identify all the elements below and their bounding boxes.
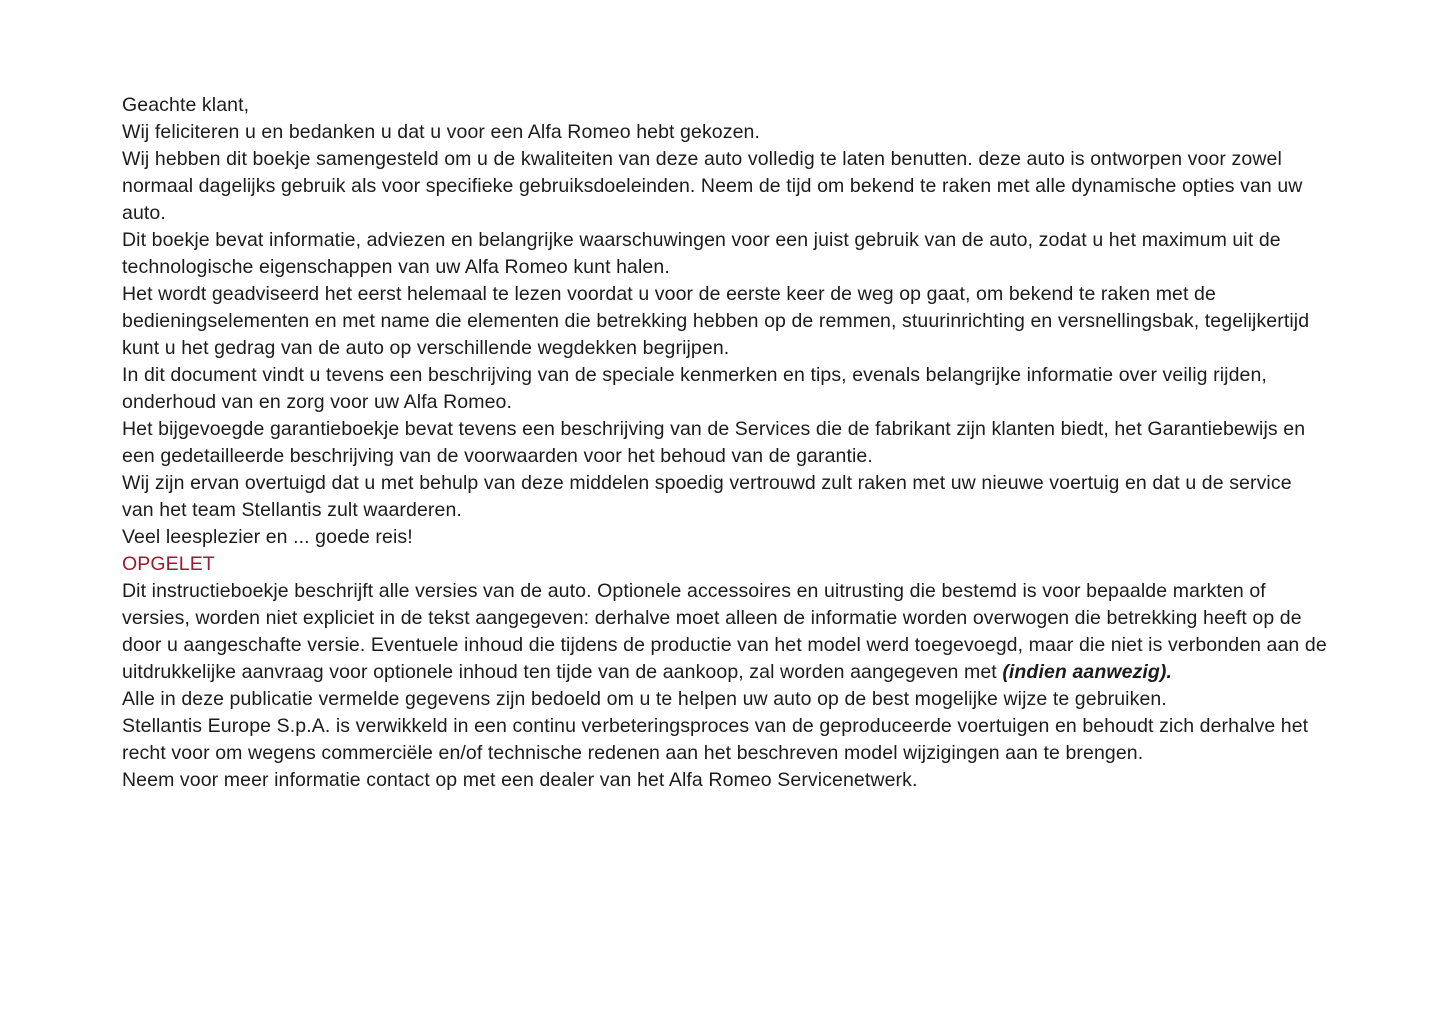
intro-paragraph-2: Wij hebben dit boekje samengesteld om u de kwaliteiten van deze auto volledig te laten benutten. deze auto is ontworpen voor zowel normaal dagelijks gebruik als voor specifieke gebruiksdoeleinden. Neem de tijd om bekend te raken met alle dynamische opties van uw auto. bbox=[122, 148, 1303, 224]
intro-paragraph-1: Wij feliciteren u en bedanken u dat u voor een Alfa Romeo hebt gekozen. bbox=[122, 121, 761, 143]
salutation-heading: Geachte klant, bbox=[122, 94, 250, 116]
warning-paragraph-stellantis: Stellantis Europe S.p.A. is verwikkeld in een continu verbeteringsproces van de geproduceerde voertuigen en behoudt zich derhalve het recht voor om wegens commerciële en/of technische redenen aan het beschreven model wijzigingen aan te brengen. bbox=[122, 715, 1309, 764]
warning-paragraph-versions-main: Dit instructieboekje beschrijft alle versies van de auto. Optionele accessoires en uitrusting die bestemd is voor bepaalde markten of versies, worden niet expliciet in de tekst aangegeven: derhalve moet alleen de informatie worden overwogen die betrekking heeft op de door u aangeschafte versie. Eventuele inhoud die tijdens de productie van het model werd toegevoegd, maar die niet is verbonden aan de uitdrukkelijke aanvraag voor optionele inhoud ten tijde van de aankoop, zal worden aangegeven met bbox=[122, 580, 1327, 683]
warning-paragraph-versions bbox=[122, 578, 1327, 686]
intro-paragraph-8: Veel leesplezier en ... goede reis! bbox=[122, 526, 413, 548]
warning-paragraph-dealer-contact: Neem voor meer informatie contact op met een dealer van het Alfa Romeo Servicenetwerk. bbox=[122, 769, 918, 791]
page-content bbox=[122, 92, 1327, 794]
warning-paragraph-data-usage: Alle in deze publicatie vermelde gegevens zijn bedoeld om u te helpen uw auto op de best mogelijke wijze te gebruiken. bbox=[122, 688, 1167, 710]
intro-paragraph-4: Het wordt geadviseerd het eerst helemaal te lezen voordat u voor de eerste keer de weg op gaat, om bekend te raken met de bedieningselementen en met name die elementen die betrekking hebben op de remmen, stuurinrichting en versnellingsbak, tegelijkertijd kunt u het gedrag van de auto op verschillende wegdekken begrijpen. bbox=[122, 283, 1310, 359]
warning-paragraph-versions-italic: (indien aanwezig). bbox=[1002, 661, 1173, 683]
warning-heading: OPGELET bbox=[122, 553, 215, 575]
intro-paragraph-5: In dit document vindt u tevens een beschrijving van de speciale kenmerken en tips, evenals belangrijke informatie over veilig rijden, onderhoud van en zorg voor uw Alfa Romeo. bbox=[122, 364, 1267, 413]
intro-paragraph-7: Wij zijn ervan overtuigd dat u met behulp van deze middelen spoedig vertrouwd zult raken met uw nieuwe voertuig en dat u de service van het team Stellantis zult waarderen. bbox=[122, 472, 1292, 521]
intro-paragraph-6: Het bijgevoegde garantieboekje bevat tevens een beschrijving van de Services die de fabrikant zijn klanten biedt, het Garantiebewijs en een gedetailleerde beschrijving van de voorwaarden voor het behoud van de garantie. bbox=[122, 418, 1306, 467]
intro-paragraph-3: Dit boekje bevat informatie, adviezen en belangrijke waarschuwingen voor een juist gebruik van de auto, zodat u het maximum uit de technologische eigenschappen van uw Alfa Romeo kunt halen. bbox=[122, 229, 1281, 278]
